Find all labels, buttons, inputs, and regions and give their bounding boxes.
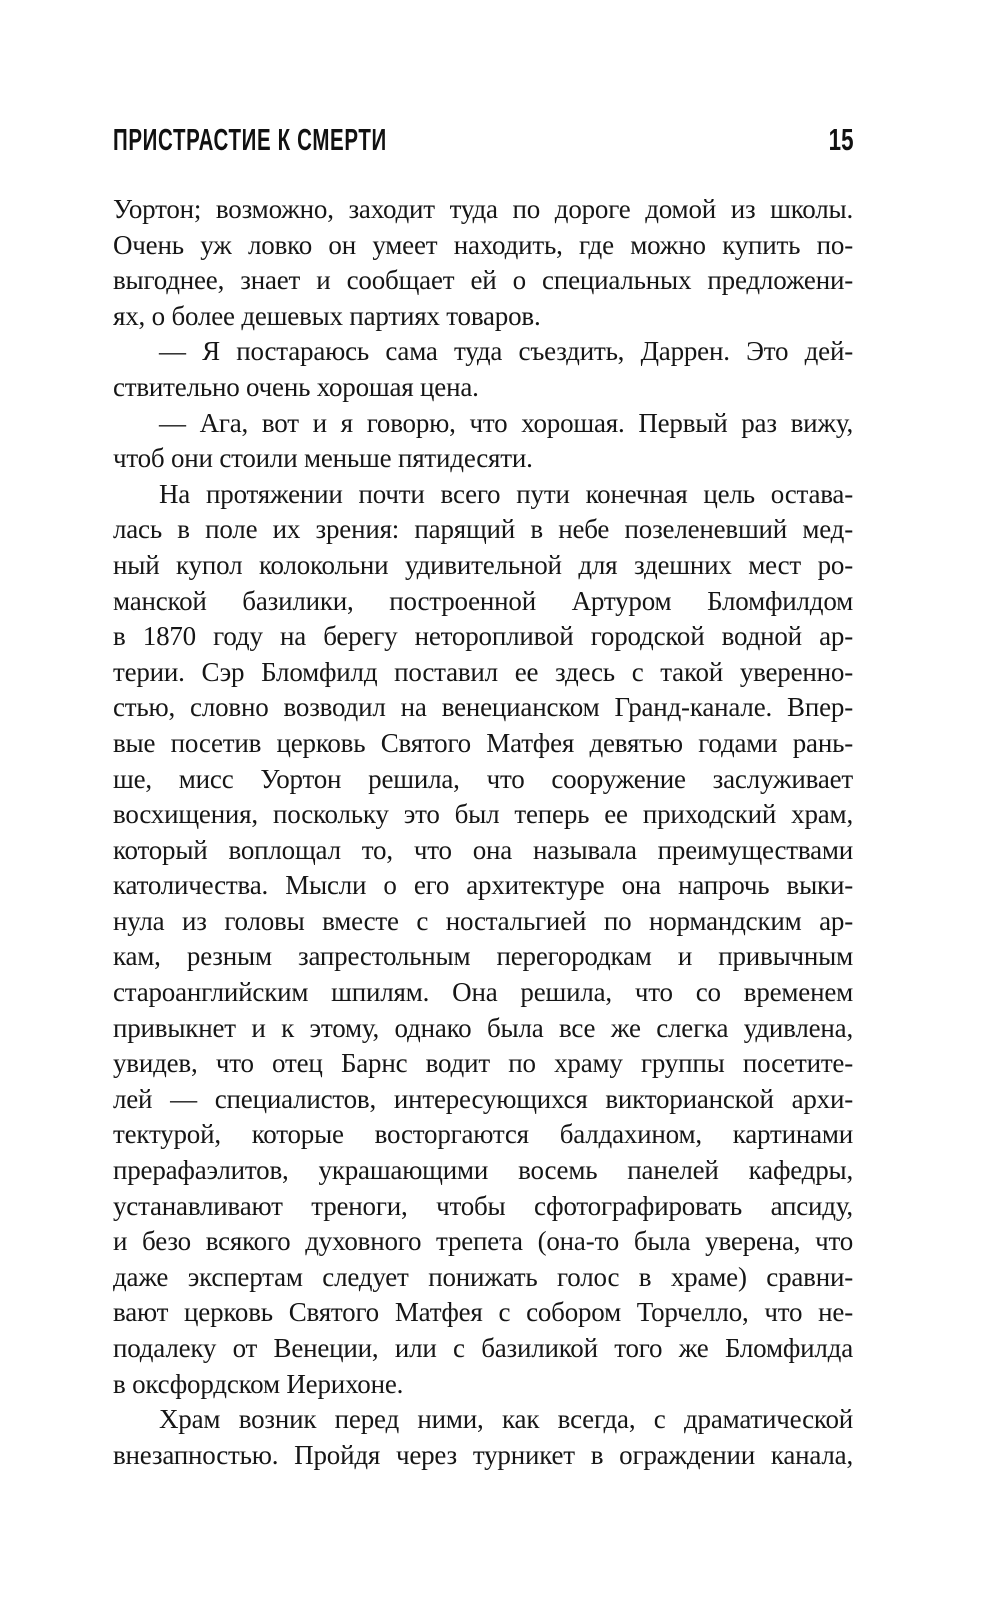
text-line: тектурой, которые восторгаются балдахином, картинами (113, 1119, 853, 1150)
text-line: ше, мисс Уортон решила, что сооружение заслуживает (113, 763, 853, 794)
text-line: даже экспертам следует понижать голос в храме) сравни- (113, 1261, 853, 1292)
text-line: католичества. Мысли о его архитектуре она напрочь выки- (113, 870, 853, 901)
text-line: подалеку от Венеции, или с базиликой того же Бломфилда (113, 1333, 853, 1363)
text-line: лей — специалистов, интересующихся викторианской архи- (113, 1083, 853, 1114)
text-line: устанавливают треноги, чтобы сфотографировать апсиду, (113, 1190, 853, 1221)
text-line: Уортон; возможно, заходит туда по дороге домой из школы. (113, 194, 853, 224)
running-header (113, 124, 853, 158)
text-line: в 1870 году на берегу неторопливой городской водной ар- (113, 621, 853, 652)
text-line: чтоб они стоили меньше пятидесяти. (113, 443, 533, 474)
text-line: стью, словно возводил на венецианском Гранд-канале. Впер- (113, 692, 853, 723)
text-line: выгоднее, знает и сообщает ей о специальных предложени- (113, 265, 853, 296)
text-line: ствительно очень хорошая цена. (113, 371, 479, 402)
text-line: нула из головы вместе с ностальгией по нормандским ар- (113, 905, 853, 936)
text-line: староанглийским шпилям. Она решила, что со временем (113, 977, 853, 1008)
text-line: лась в поле их зрения: парящий в небе позеленевший мед- (113, 514, 853, 545)
text-line: прерафаэлитов, украшающими восемь панелей кафедры, (113, 1155, 853, 1186)
text-line: На протяжении почти всего пути конечная цель остава- (159, 478, 853, 509)
text-line: ях, о более дешевых партиях товаров. (113, 300, 541, 331)
page-number: 15 (828, 122, 853, 157)
text-line: внезапностью. Пройдя через турникет в ограждении канала, (113, 1439, 853, 1470)
running-title: ПРИСТРАСТИЕ К СМЕРТИ (113, 122, 387, 157)
text-line: кам, резным запрестольным перегородкам и привычным (113, 941, 853, 972)
text-line: Очень уж ловко он умеет находить, где можно купить по- (113, 229, 853, 260)
text-line: вые посетив церковь Святого Матфея девятью годами рань- (113, 727, 853, 758)
body-text (113, 192, 853, 1473)
text-line: в оксфордском Иерихоне. (113, 1368, 404, 1399)
text-line: который воплощал то, что она называла преимуществами (113, 834, 853, 865)
text-line: привыкнет и к этому, однако была все же слегка удивлена, (113, 1012, 853, 1043)
text-line: — Я постараюсь сама туда съездить, Даррен. Это дей- (159, 336, 853, 367)
text-line: ный купол колокольни удивительной для здешних мест ро- (113, 549, 853, 580)
text-line: восхищения, поскольку это был теперь ее приходский храм, (113, 799, 853, 830)
text-line: Храм возник перед ними, как всегда, с драматической (159, 1404, 853, 1435)
text-line: вают церковь Святого Матфея с собором Торчелло, что не- (113, 1297, 853, 1328)
text-line: и безо всякого духовного трепета (она-то была уверена, что (113, 1226, 853, 1257)
text-line: — Ага, вот и я говорю, что хорошая. Первый раз вижу, (159, 407, 853, 438)
text-line: терии. Сэр Бломфилд поставил ее здесь с такой уверенно- (113, 656, 853, 687)
text-line: манской базилики, построенной Артуром Бломфилдом (113, 585, 853, 616)
text-line: увидев, что отец Барнс водит по храму группы посетите- (113, 1048, 853, 1079)
